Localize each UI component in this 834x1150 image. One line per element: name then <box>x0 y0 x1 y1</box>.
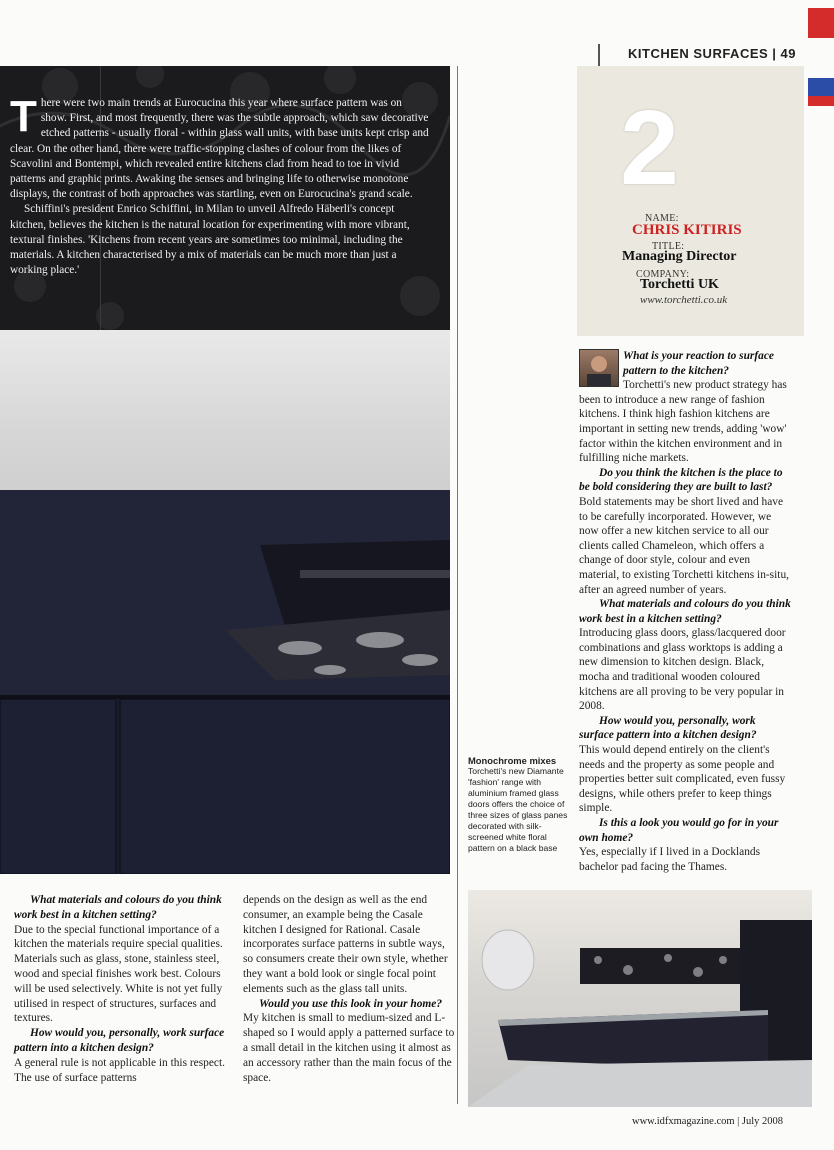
kitchen-illustration <box>0 330 450 874</box>
avatar <box>579 349 619 387</box>
column-divider <box>457 66 458 1104</box>
interview-column <box>579 349 791 874</box>
intro-paragraph-2: Schiffini's president Enrico Schiffini, in Milan to unveil Alfredo Häberli's concept kitchen, believes the kitchen is the natural location for experimenting with more vibrant, textural finishes. 'Kitchens from recent years are sometimes too minimal, including the materials. A kitchen characterised by a mix of materials can be much more than just a working place.' <box>10 203 410 277</box>
company-name: Torchetti UK <box>640 277 719 292</box>
intro-text <box>10 92 430 278</box>
person-title: Managing Director <box>622 249 737 264</box>
profile-number: 2 <box>620 89 679 207</box>
title-label: TITLE: <box>652 241 685 252</box>
interview-question-3: What materials and colours do you think work best in a kitchen setting? <box>579 598 791 625</box>
kitchen-photo-illustration <box>468 890 812 1107</box>
drop-cap: T <box>10 92 37 141</box>
section-title: KITCHEN SURFACES | 49 <box>628 46 796 61</box>
caption-text: Torchetti's new Diamante 'fashion' range with aluminium framed glass doors offers the choice of three sizes of glass panes decorated with silk-screened white floral pattern on a black base <box>468 766 568 853</box>
company-label: COMPANY: <box>636 269 690 280</box>
page-footer: www.idfxmagazine.com | July 2008 <box>632 1116 784 1127</box>
body-question-1: What materials and colours do you think work best in a kitchen setting? <box>14 894 222 921</box>
running-header <box>598 44 806 66</box>
edge-tab-red <box>808 8 834 38</box>
interview-question-1: What is your reaction to surface pattern to the kitchen? <box>623 350 774 377</box>
interview-question-4: How would you, personally, work surface pattern into a kitchen design? <box>579 714 757 742</box>
body-answer-2: A general rule is not applicable in this respect. The use of surface patterns <box>14 1056 225 1084</box>
body-question-3: Would you use this look in your home? <box>259 997 443 1010</box>
name-label: NAME: <box>645 213 679 224</box>
portrait-icon <box>580 350 618 386</box>
body-answer-3: My kitchen is small to medium-sized and L-shaped so I would apply a patterned surface to a small detail in the kitchen using it almost as an accessory rather than the main focus of the space. <box>243 1012 455 1084</box>
interview-answer-5: Yes, especially if I lived in a Docklands bachelor pad facing the Thames. <box>579 846 761 873</box>
body-question-2: How would you, personally, work surface pattern into a kitchen design? <box>14 1027 225 1054</box>
kitchen-photo-diamante <box>468 890 812 1107</box>
body-column-middle <box>243 893 457 1085</box>
intro-paragraph-1: here were two main trends at Eurocucina this year where surface pattern was on show. First, and most frequently, there was the subtle approach, which saw decorative etched patterns - usually floral - within glass wall units, with base units kept crisp and clear. On the other hand, there were traffic-stopping clashes of colour from the likes of Scavolini and Bontempi, which revealed entire kitchens clad from head to toe in vivid patterns and graphic prints. Awaking the senses and bringing life to otherwise monotone displays, the contrast of both approaches was startling, even on Eurocucina's grand scale. <box>10 97 429 201</box>
interview-answer-4: This would depend entirely on the client's needs and the property as some people and properties better suit complicated, even fussy designs, while others prefer to keep things simple. <box>579 744 786 815</box>
edge-tab-blue <box>808 78 834 96</box>
image-caption <box>468 755 568 854</box>
body-answer-1: Due to the special functional importance of a kitchen the materials require special qualities. Materials such as glass, stone, stainless steel, wood and special finishes work best. Colours will be used selectively. White is not yet fully utilised in respect of structures, surfaces and textures. <box>14 923 223 1025</box>
body-column-left <box>14 893 228 1085</box>
interview-answer-1: Torchetti's new product strategy has been to introduce a new range of fashion kitchens. I think high fashion kitchens are important in setting new trends, adding 'wow' factor within the kitchen environment and in fulfilling niche markets. <box>579 379 787 465</box>
kitchen-hero-image <box>0 330 450 874</box>
company-url[interactable]: www.torchetti.co.uk <box>640 294 728 306</box>
caption-title: Monochrome mixes <box>468 755 557 766</box>
body-answer-2-continued: depends on the design as well as the end consumer, an example being the Casale kitchen I designed for Rational. Casale incorporates surface patterns in subtle ways, so consumers create their own style, whether they want a bold look or single focal point elements such as the glass tall units. <box>243 894 448 995</box>
person-name: CHRIS KITIRIS <box>632 222 742 238</box>
interview-answer-2: Bold statements may be short lived and have to be carefully incorporated. However, we now offer a new kitchen service to all our clients called Chameleon, which offers a change of door style, colour and even material, to existing Torchetti kitchens in-situ, after an agreed number of years. <box>579 495 789 596</box>
interview-question-5: Is this a look you would go for in your own home? <box>579 817 779 844</box>
interview-question-2: Do you think the kitchen is the place to be bold considering they are built to last? <box>579 466 783 494</box>
interview-answer-3: Introducing glass doors, glass/lacquered door combinations and glass worktops is adding a new dimension to kitchen design. Black, mocha and traditional wooden coloured kitchens are all proving to be very popular in 2008. <box>579 627 786 713</box>
edge-tab-red-lower <box>808 96 834 106</box>
